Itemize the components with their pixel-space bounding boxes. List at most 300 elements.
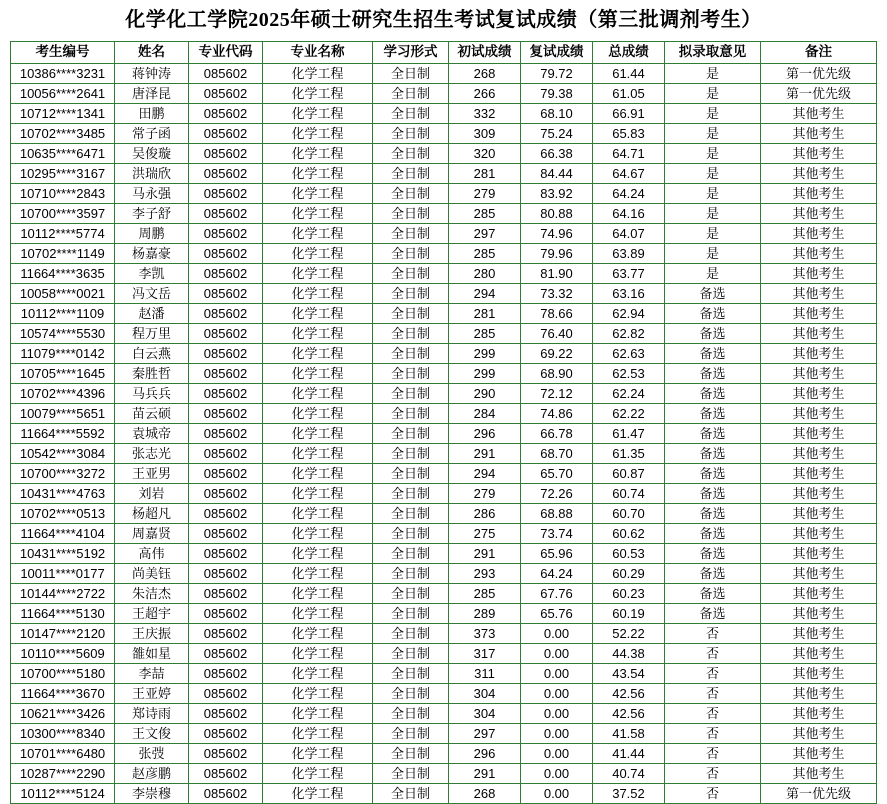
cell-major-name: 化学工程 — [263, 604, 373, 624]
cell-second-exam-score: 83.92 — [521, 184, 593, 204]
cell-remark: 其他考生 — [761, 444, 877, 464]
cell-name: 王亚婷 — [115, 684, 189, 704]
table-row — [11, 604, 877, 624]
cell-major-name: 化学工程 — [263, 224, 373, 244]
cell-first-exam-score: 281 — [449, 164, 521, 184]
cell-student-id: 10386****3231 — [11, 64, 115, 84]
cell-admission-opinion: 是 — [665, 264, 761, 284]
table-row — [11, 724, 877, 744]
cell-major-name: 化学工程 — [263, 84, 373, 104]
cell-total-score: 60.19 — [593, 604, 665, 624]
cell-study-mode: 全日制 — [373, 444, 449, 464]
cell-study-mode: 全日制 — [373, 584, 449, 604]
cell-admission-opinion: 否 — [665, 644, 761, 664]
cell-remark: 其他考生 — [761, 744, 877, 764]
cell-second-exam-score: 67.76 — [521, 584, 593, 604]
cell-admission-opinion: 是 — [665, 124, 761, 144]
cell-first-exam-score: 285 — [449, 244, 521, 264]
column-header-name: 姓名 — [115, 42, 189, 64]
cell-student-id: 10701****6480 — [11, 744, 115, 764]
cell-admission-opinion: 否 — [665, 624, 761, 644]
cell-major-name: 化学工程 — [263, 424, 373, 444]
cell-admission-opinion: 是 — [665, 244, 761, 264]
cell-remark: 其他考生 — [761, 384, 877, 404]
page-title: 化学化工学院2025年硕士研究生招生考试复试成绩（第三批调剂考生） — [125, 9, 762, 31]
cell-second-exam-score: 64.24 — [521, 564, 593, 584]
cell-total-score: 63.77 — [593, 264, 665, 284]
table-row — [11, 164, 877, 184]
cell-total-score: 65.83 — [593, 124, 665, 144]
table-row — [11, 644, 877, 664]
cell-total-score: 60.53 — [593, 544, 665, 564]
cell-name: 周嘉贤 — [115, 524, 189, 544]
cell-total-score: 64.67 — [593, 164, 665, 184]
cell-major-code: 085602 — [189, 444, 263, 464]
cell-major-code: 085602 — [189, 504, 263, 524]
cell-total-score: 64.71 — [593, 144, 665, 164]
cell-first-exam-score: 304 — [449, 684, 521, 704]
cell-major-name: 化学工程 — [263, 384, 373, 404]
column-header-major-code: 专业代码 — [189, 42, 263, 64]
cell-major-name: 化学工程 — [263, 664, 373, 684]
cell-second-exam-score: 69.22 — [521, 344, 593, 364]
cell-study-mode: 全日制 — [373, 664, 449, 684]
cell-admission-opinion: 否 — [665, 724, 761, 744]
cell-student-id: 10621****3426 — [11, 704, 115, 724]
cell-student-id: 10702****3485 — [11, 124, 115, 144]
cell-remark: 第一优先级 — [761, 784, 877, 804]
table-row — [11, 384, 877, 404]
cell-name: 袁城帝 — [115, 424, 189, 444]
cell-student-id: 10112****1109 — [11, 304, 115, 324]
cell-name: 白云燕 — [115, 344, 189, 364]
column-header-student-id: 考生编号 — [11, 42, 115, 64]
cell-study-mode: 全日制 — [373, 204, 449, 224]
cell-admission-opinion: 否 — [665, 784, 761, 804]
cell-student-id: 10431****4763 — [11, 484, 115, 504]
cell-major-name: 化学工程 — [263, 524, 373, 544]
cell-student-id: 10056****2641 — [11, 84, 115, 104]
cell-second-exam-score: 0.00 — [521, 784, 593, 804]
table-row — [11, 684, 877, 704]
cell-remark: 其他考生 — [761, 584, 877, 604]
cell-major-code: 085602 — [189, 644, 263, 664]
cell-first-exam-score: 304 — [449, 704, 521, 724]
cell-major-name: 化学工程 — [263, 184, 373, 204]
cell-student-id: 10702****4396 — [11, 384, 115, 404]
cell-major-code: 085602 — [189, 204, 263, 224]
cell-major-name: 化学工程 — [263, 164, 373, 184]
cell-admission-opinion: 备选 — [665, 444, 761, 464]
cell-second-exam-score: 79.72 — [521, 64, 593, 84]
cell-total-score: 40.74 — [593, 764, 665, 784]
table-row — [11, 344, 877, 364]
cell-name: 李凯 — [115, 264, 189, 284]
cell-major-code: 085602 — [189, 604, 263, 624]
cell-first-exam-score: 286 — [449, 504, 521, 524]
cell-first-exam-score: 293 — [449, 564, 521, 584]
cell-remark: 其他考生 — [761, 424, 877, 444]
cell-name: 马永强 — [115, 184, 189, 204]
cell-admission-opinion: 否 — [665, 744, 761, 764]
cell-student-id: 11664****3635 — [11, 264, 115, 284]
table-row — [11, 564, 877, 584]
cell-first-exam-score: 285 — [449, 584, 521, 604]
cell-name: 马兵兵 — [115, 384, 189, 404]
cell-major-name: 化学工程 — [263, 564, 373, 584]
cell-student-id: 10112****5774 — [11, 224, 115, 244]
cell-major-code: 085602 — [189, 324, 263, 344]
cell-admission-opinion: 备选 — [665, 364, 761, 384]
cell-study-mode: 全日制 — [373, 564, 449, 584]
cell-admission-opinion: 备选 — [665, 344, 761, 364]
cell-first-exam-score: 291 — [449, 544, 521, 564]
cell-total-score: 60.62 — [593, 524, 665, 544]
cell-admission-opinion: 否 — [665, 764, 761, 784]
table-row — [11, 244, 877, 264]
cell-total-score: 37.52 — [593, 784, 665, 804]
cell-major-name: 化学工程 — [263, 704, 373, 724]
cell-study-mode: 全日制 — [373, 724, 449, 744]
cell-admission-opinion: 是 — [665, 104, 761, 124]
cell-student-id: 10144****2722 — [11, 584, 115, 604]
cell-student-id: 10431****5192 — [11, 544, 115, 564]
cell-student-id: 11664****4104 — [11, 524, 115, 544]
cell-total-score: 60.87 — [593, 464, 665, 484]
cell-first-exam-score: 275 — [449, 524, 521, 544]
cell-major-code: 085602 — [189, 724, 263, 744]
cell-first-exam-score: 296 — [449, 424, 521, 444]
cell-second-exam-score: 74.96 — [521, 224, 593, 244]
cell-name: 吴俊璇 — [115, 144, 189, 164]
cell-first-exam-score: 268 — [449, 64, 521, 84]
table-row — [11, 64, 877, 84]
cell-remark: 其他考生 — [761, 664, 877, 684]
cell-major-code: 085602 — [189, 624, 263, 644]
cell-admission-opinion: 是 — [665, 144, 761, 164]
cell-name: 周鹏 — [115, 224, 189, 244]
table-row — [11, 184, 877, 204]
cell-major-name: 化学工程 — [263, 204, 373, 224]
cell-admission-opinion: 备选 — [665, 584, 761, 604]
cell-first-exam-score: 309 — [449, 124, 521, 144]
cell-major-code: 085602 — [189, 764, 263, 784]
cell-study-mode: 全日制 — [373, 524, 449, 544]
cell-admission-opinion: 备选 — [665, 604, 761, 624]
cell-total-score: 62.63 — [593, 344, 665, 364]
cell-total-score: 61.05 — [593, 84, 665, 104]
cell-admission-opinion: 是 — [665, 224, 761, 244]
cell-admission-opinion: 备选 — [665, 524, 761, 544]
cell-second-exam-score: 73.32 — [521, 284, 593, 304]
table-row — [11, 664, 877, 684]
cell-major-code: 085602 — [189, 424, 263, 444]
cell-major-name: 化学工程 — [263, 544, 373, 564]
cell-name: 常子函 — [115, 124, 189, 144]
cell-major-code: 085602 — [189, 784, 263, 804]
cell-study-mode: 全日制 — [373, 344, 449, 364]
cell-study-mode: 全日制 — [373, 264, 449, 284]
column-header-study-mode: 学习形式 — [373, 42, 449, 64]
cell-remark: 其他考生 — [761, 284, 877, 304]
cell-total-score: 62.24 — [593, 384, 665, 404]
table-header-row — [11, 42, 877, 64]
cell-first-exam-score: 320 — [449, 144, 521, 164]
cell-first-exam-score: 280 — [449, 264, 521, 284]
table-row — [11, 224, 877, 244]
cell-remark: 其他考生 — [761, 104, 877, 124]
cell-name: 程万里 — [115, 324, 189, 344]
cell-student-id: 10011****0177 — [11, 564, 115, 584]
cell-name: 张弢 — [115, 744, 189, 764]
cell-major-code: 085602 — [189, 184, 263, 204]
cell-remark: 其他考生 — [761, 404, 877, 424]
cell-name: 郑诗雨 — [115, 704, 189, 724]
cell-student-id: 10574****5530 — [11, 324, 115, 344]
cell-total-score: 62.82 — [593, 324, 665, 344]
cell-second-exam-score: 0.00 — [521, 684, 593, 704]
cell-total-score: 52.22 — [593, 624, 665, 644]
cell-student-id: 10700****3272 — [11, 464, 115, 484]
cell-student-id: 10702****1149 — [11, 244, 115, 264]
cell-major-code: 085602 — [189, 364, 263, 384]
cell-major-code: 085602 — [189, 544, 263, 564]
cell-major-code: 085602 — [189, 684, 263, 704]
cell-study-mode: 全日制 — [373, 104, 449, 124]
cell-name: 王亚男 — [115, 464, 189, 484]
cell-name: 冯文岳 — [115, 284, 189, 304]
table-row — [11, 624, 877, 644]
cell-name: 刘岩 — [115, 484, 189, 504]
cell-study-mode: 全日制 — [373, 644, 449, 664]
cell-study-mode: 全日制 — [373, 304, 449, 324]
cell-first-exam-score: 279 — [449, 184, 521, 204]
cell-student-id: 10110****5609 — [11, 644, 115, 664]
cell-second-exam-score: 78.66 — [521, 304, 593, 324]
cell-name: 李子舒 — [115, 204, 189, 224]
table-row — [11, 524, 877, 544]
cell-total-score: 44.38 — [593, 644, 665, 664]
cell-name: 洪瑞欣 — [115, 164, 189, 184]
cell-name: 李喆 — [115, 664, 189, 684]
cell-study-mode: 全日制 — [373, 284, 449, 304]
cell-major-name: 化学工程 — [263, 624, 373, 644]
cell-first-exam-score: 284 — [449, 404, 521, 424]
cell-admission-opinion: 是 — [665, 164, 761, 184]
cell-first-exam-score: 290 — [449, 384, 521, 404]
cell-student-id: 10147****2120 — [11, 624, 115, 644]
cell-total-score: 42.56 — [593, 704, 665, 724]
cell-second-exam-score: 68.88 — [521, 504, 593, 524]
cell-second-exam-score: 79.38 — [521, 84, 593, 104]
cell-student-id: 10700****3597 — [11, 204, 115, 224]
cell-study-mode: 全日制 — [373, 744, 449, 764]
cell-remark: 其他考生 — [761, 524, 877, 544]
cell-first-exam-score: 266 — [449, 84, 521, 104]
cell-major-code: 085602 — [189, 484, 263, 504]
cell-remark: 其他考生 — [761, 504, 877, 524]
table-row — [11, 104, 877, 124]
cell-study-mode: 全日制 — [373, 604, 449, 624]
cell-total-score: 63.89 — [593, 244, 665, 264]
cell-first-exam-score: 279 — [449, 484, 521, 504]
cell-admission-opinion: 是 — [665, 204, 761, 224]
cell-major-code: 085602 — [189, 244, 263, 264]
cell-first-exam-score: 285 — [449, 324, 521, 344]
cell-student-id: 11079****0142 — [11, 344, 115, 364]
cell-second-exam-score: 80.88 — [521, 204, 593, 224]
cell-total-score: 61.44 — [593, 64, 665, 84]
cell-remark: 其他考生 — [761, 244, 877, 264]
cell-total-score: 61.35 — [593, 444, 665, 464]
cell-major-code: 085602 — [189, 464, 263, 484]
table-row — [11, 264, 877, 284]
cell-major-name: 化学工程 — [263, 364, 373, 384]
cell-first-exam-score: 281 — [449, 304, 521, 324]
cell-remark: 其他考生 — [761, 624, 877, 644]
cell-major-name: 化学工程 — [263, 484, 373, 504]
cell-student-id: 11664****3670 — [11, 684, 115, 704]
cell-total-score: 60.29 — [593, 564, 665, 584]
column-header-first-exam-score: 初试成绩 — [449, 42, 521, 64]
cell-major-code: 085602 — [189, 164, 263, 184]
cell-student-id: 11664****5592 — [11, 424, 115, 444]
cell-admission-opinion: 备选 — [665, 424, 761, 444]
cell-study-mode: 全日制 — [373, 764, 449, 784]
cell-study-mode: 全日制 — [373, 244, 449, 264]
cell-major-name: 化学工程 — [263, 104, 373, 124]
table-row — [11, 444, 877, 464]
cell-major-name: 化学工程 — [263, 504, 373, 524]
cell-major-code: 085602 — [189, 144, 263, 164]
cell-name: 唐泽昆 — [115, 84, 189, 104]
table-row — [11, 124, 877, 144]
table-header — [11, 42, 877, 64]
cell-remark: 其他考生 — [761, 124, 877, 144]
cell-admission-opinion: 否 — [665, 684, 761, 704]
cell-admission-opinion: 备选 — [665, 304, 761, 324]
cell-major-name: 化学工程 — [263, 264, 373, 284]
cell-admission-opinion: 是 — [665, 64, 761, 84]
cell-name: 高伟 — [115, 544, 189, 564]
cell-remark: 其他考生 — [761, 184, 877, 204]
cell-second-exam-score: 65.70 — [521, 464, 593, 484]
cell-major-name: 化学工程 — [263, 64, 373, 84]
cell-total-score: 41.58 — [593, 724, 665, 744]
cell-study-mode: 全日制 — [373, 784, 449, 804]
cell-major-code: 085602 — [189, 224, 263, 244]
cell-remark: 其他考生 — [761, 564, 877, 584]
cell-first-exam-score: 285 — [449, 204, 521, 224]
cell-name: 王文俊 — [115, 724, 189, 744]
cell-major-name: 化学工程 — [263, 284, 373, 304]
cell-major-name: 化学工程 — [263, 444, 373, 464]
cell-student-id: 10058****0021 — [11, 284, 115, 304]
cell-remark: 其他考生 — [761, 684, 877, 704]
cell-first-exam-score: 291 — [449, 764, 521, 784]
cell-total-score: 62.94 — [593, 304, 665, 324]
cell-remark: 其他考生 — [761, 144, 877, 164]
column-header-major-name: 专业名称 — [263, 42, 373, 64]
table-row — [11, 84, 877, 104]
cell-study-mode: 全日制 — [373, 224, 449, 244]
cell-major-name: 化学工程 — [263, 644, 373, 664]
cell-major-name: 化学工程 — [263, 304, 373, 324]
cell-total-score: 64.07 — [593, 224, 665, 244]
table-row — [11, 424, 877, 444]
cell-remark: 其他考生 — [761, 344, 877, 364]
cell-name: 雒如星 — [115, 644, 189, 664]
table-row — [11, 144, 877, 164]
column-header-total-score: 总成绩 — [593, 42, 665, 64]
cell-second-exam-score: 81.90 — [521, 264, 593, 284]
cell-major-name: 化学工程 — [263, 324, 373, 344]
cell-study-mode: 全日制 — [373, 404, 449, 424]
cell-student-id: 10287****2290 — [11, 764, 115, 784]
cell-major-code: 085602 — [189, 704, 263, 724]
cell-major-name: 化学工程 — [263, 344, 373, 364]
cell-second-exam-score: 65.76 — [521, 604, 593, 624]
cell-total-score: 64.24 — [593, 184, 665, 204]
cell-admission-opinion: 否 — [665, 704, 761, 724]
cell-name: 王超宇 — [115, 604, 189, 624]
cell-major-code: 085602 — [189, 344, 263, 364]
cell-remark: 其他考生 — [761, 604, 877, 624]
cell-total-score: 66.91 — [593, 104, 665, 124]
cell-major-code: 085602 — [189, 744, 263, 764]
cell-major-name: 化学工程 — [263, 764, 373, 784]
cell-first-exam-score: 296 — [449, 744, 521, 764]
cell-second-exam-score: 68.70 — [521, 444, 593, 464]
cell-student-id: 10705****1645 — [11, 364, 115, 384]
cell-study-mode: 全日制 — [373, 64, 449, 84]
cell-first-exam-score: 317 — [449, 644, 521, 664]
cell-study-mode: 全日制 — [373, 84, 449, 104]
cell-study-mode: 全日制 — [373, 184, 449, 204]
cell-first-exam-score: 311 — [449, 664, 521, 684]
cell-admission-opinion: 否 — [665, 664, 761, 684]
cell-major-code: 085602 — [189, 584, 263, 604]
cell-student-id: 10079****5651 — [11, 404, 115, 424]
table-row — [11, 464, 877, 484]
cell-first-exam-score: 297 — [449, 724, 521, 744]
table-row — [11, 504, 877, 524]
cell-major-code: 085602 — [189, 564, 263, 584]
cell-remark: 其他考生 — [761, 464, 877, 484]
cell-student-id: 10635****6471 — [11, 144, 115, 164]
cell-student-id: 10300****8340 — [11, 724, 115, 744]
cell-name: 李崇穆 — [115, 784, 189, 804]
cell-first-exam-score: 294 — [449, 284, 521, 304]
cell-second-exam-score: 0.00 — [521, 724, 593, 744]
table-row — [11, 704, 877, 724]
cell-major-code: 085602 — [189, 524, 263, 544]
cell-first-exam-score: 268 — [449, 784, 521, 804]
cell-second-exam-score: 0.00 — [521, 644, 593, 664]
cell-major-name: 化学工程 — [263, 724, 373, 744]
cell-study-mode: 全日制 — [373, 324, 449, 344]
cell-second-exam-score: 76.40 — [521, 324, 593, 344]
cell-total-score: 62.53 — [593, 364, 665, 384]
cell-admission-opinion: 是 — [665, 84, 761, 104]
cell-second-exam-score: 0.00 — [521, 624, 593, 644]
cell-major-code: 085602 — [189, 64, 263, 84]
cell-major-name: 化学工程 — [263, 404, 373, 424]
cell-total-score: 63.16 — [593, 284, 665, 304]
cell-second-exam-score: 75.24 — [521, 124, 593, 144]
cell-admission-opinion: 备选 — [665, 464, 761, 484]
cell-study-mode: 全日制 — [373, 684, 449, 704]
